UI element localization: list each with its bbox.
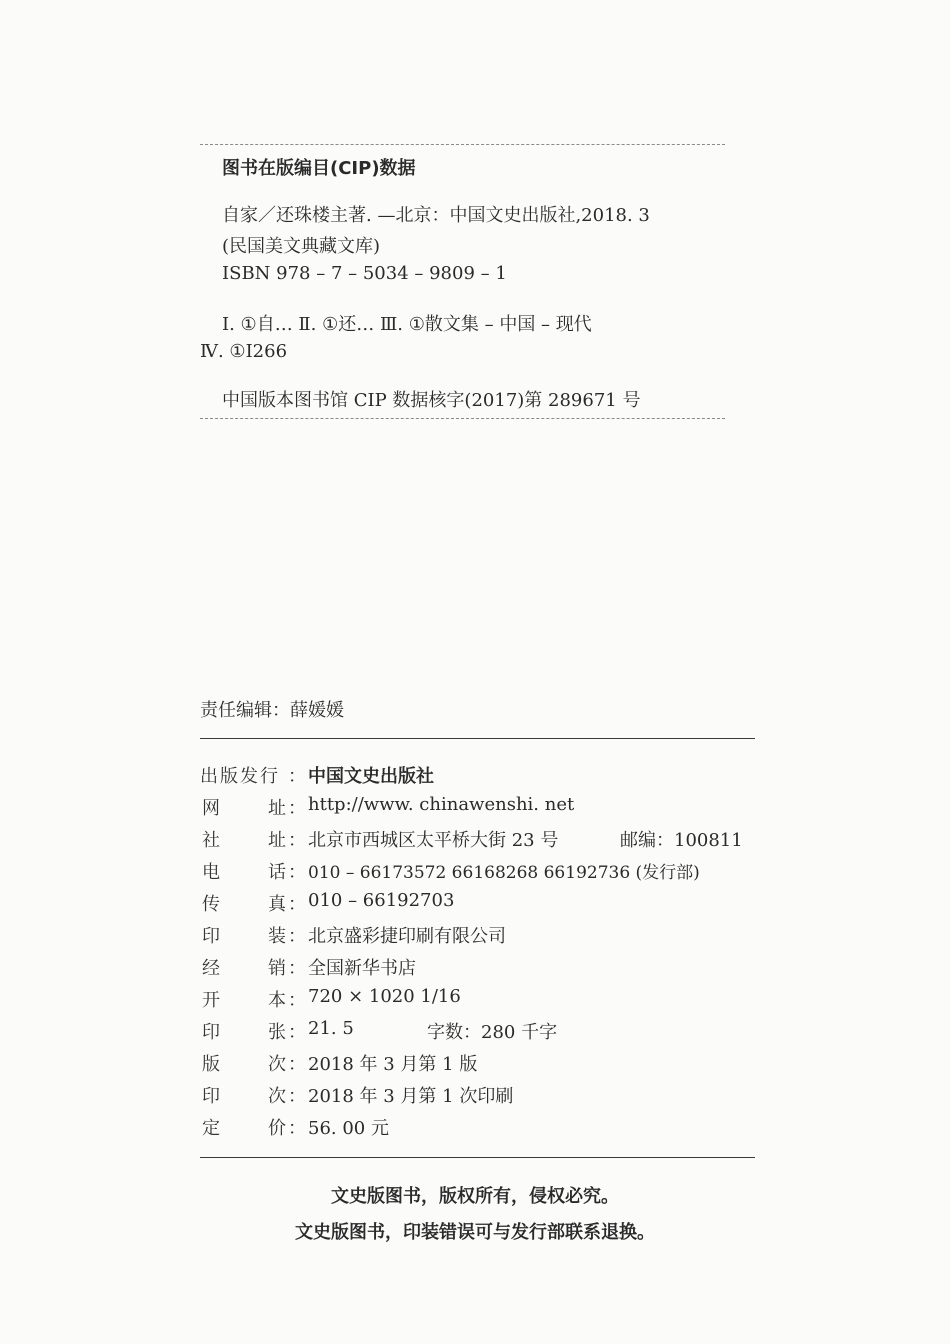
word-count: 字数：280 千字 xyxy=(427,1022,558,1043)
info-value: 2018 年 3 月第 1 次印刷 xyxy=(308,1086,514,1107)
info-label: 张 xyxy=(268,1022,286,1043)
info-value: 010 – 66192703 xyxy=(308,890,455,911)
info-label: 社 xyxy=(202,830,220,851)
cip-bottom-divider xyxy=(200,418,725,419)
info-value: 56. 00 元 xyxy=(308,1118,389,1139)
info-label: 装 xyxy=(268,926,286,947)
copyright-notice: 文史版图书，版权所有，侵权必究。 xyxy=(331,1186,619,1207)
info-bottom-rule xyxy=(200,1157,755,1158)
return-notice: 文史版图书，印装错误可与发行部联系退换。 xyxy=(295,1222,655,1243)
responsible-editor: 责任编辑：薛媛媛 xyxy=(200,700,344,721)
info-value: 010 – 66173572 66168268 66192736 (发行部) xyxy=(308,863,700,883)
info-top-rule xyxy=(200,738,755,739)
info-value: 720 × 1020 1/16 xyxy=(308,986,461,1007)
info-label: 印 xyxy=(202,1086,220,1107)
cip-title: 图书在版编目(CIP)数据 xyxy=(222,158,416,179)
info-value: 2018 年 3 月第 1 版 xyxy=(308,1054,478,1075)
postcode: 邮编：100811 xyxy=(620,830,743,851)
info-label: 网 xyxy=(202,798,220,819)
info-label: 经 xyxy=(202,958,220,979)
info-value: http://www. chinawenshi. net xyxy=(308,794,575,815)
copyright-page: 图书在版编目(CIP)数据 自家／还珠楼主著. —北京：中国文史出版社,2018. 3 (民国美文典藏文库) ISBN 978 – 7 – 5034 – 9809 – 1 Ⅰ. ①自… Ⅱ. ①还… Ⅲ. ①散文集 – 中国 – 现代 Ⅳ. ①I266 中国版本图书馆 CIP 数据核字(2017)第 289671 号 责任编辑：薛媛媛 出版发行 ： 中国文史出版社 网 址 ： http://www. chinawenshi. net 社 址 ： 北京市西城区太平桥大街 23 号 邮编：100811 电 话 ： 010 – 66173572 66168268 66192736 (发行部) 传 真 ： 010 – 66192703 印 装 ： 北京盛彩捷印刷有限公司 经 销 ： 全国新华书店 开 本 ： 720 × 1020 1/16 印 张 ： 21. 5 字数：280 千字 版 次 ： 2018 年 3 月第 1 版 印 次 ： 2018 年 3 月第 1 次印刷 定 价 ： 56. 00 元 文史版图书，版权所有，侵权必究。 文史版图书，印装错误可与发行部联系退换。 xyxy=(0,0,950,1344)
info-label: 版 xyxy=(202,1054,220,1075)
info-label: 销 xyxy=(268,958,286,979)
cip-top-divider xyxy=(200,144,725,145)
info-label: 真 xyxy=(268,894,286,915)
cip-isbn-line: ISBN 978 – 7 – 5034 – 9809 – 1 xyxy=(222,263,507,284)
cip-classification-line: Ⅳ. ①I266 xyxy=(200,341,288,362)
info-label: 印 xyxy=(202,926,220,947)
cip-record-number-line: 中国版本图书馆 CIP 数据核字(2017)第 289671 号 xyxy=(222,390,641,411)
info-label: 话 xyxy=(268,862,286,883)
info-label: 次 xyxy=(268,1054,286,1075)
info-label: 出版发行 xyxy=(200,766,280,787)
info-value: 全国新华书店 xyxy=(308,958,416,979)
info-value: 北京盛彩捷印刷有限公司 xyxy=(308,926,506,947)
info-value: 北京市西城区太平桥大街 23 号 xyxy=(308,830,559,851)
cip-subject-line: Ⅰ. ①自… Ⅱ. ①还… Ⅲ. ①散文集 – 中国 – 现代 xyxy=(222,314,592,335)
info-label: 址 xyxy=(268,830,286,851)
cip-bibliographic-line: 自家／还珠楼主著. —北京：中国文史出版社,2018. 3 xyxy=(222,205,650,226)
info-label: 开 xyxy=(202,990,220,1011)
info-label: 印 xyxy=(202,1022,220,1043)
info-label: 址 xyxy=(268,798,286,819)
info-label: 次 xyxy=(268,1086,286,1107)
info-value: 21. 5 xyxy=(308,1018,354,1039)
cip-series-line: (民国美文典藏文库) xyxy=(222,236,381,257)
info-label: 价 xyxy=(268,1118,286,1139)
info-value: 中国文史出版社 xyxy=(308,766,434,787)
info-label: 本 xyxy=(268,990,286,1011)
info-label: 传 xyxy=(202,894,220,915)
info-label: 电 xyxy=(202,862,220,883)
info-label: 定 xyxy=(202,1118,220,1139)
